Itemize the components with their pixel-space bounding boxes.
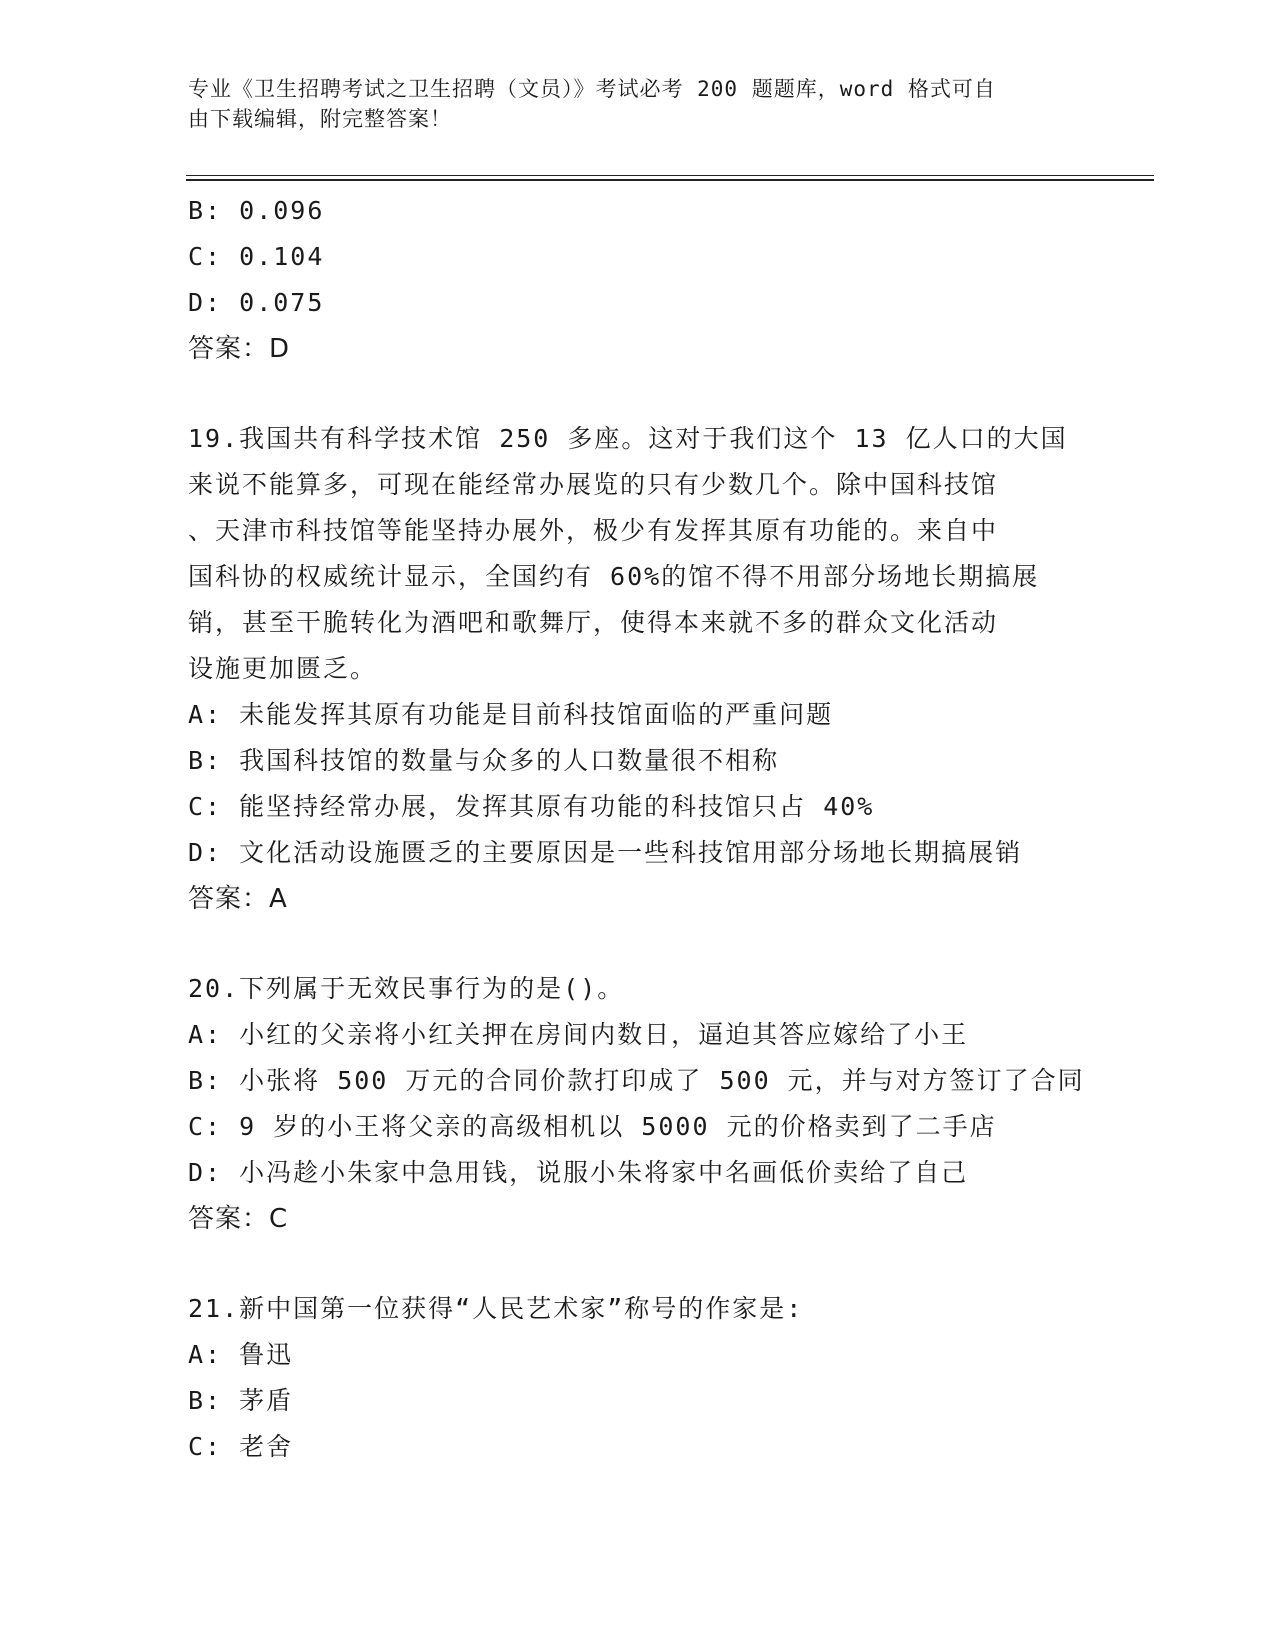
option-b: B: 小张将 500 万元的合同价款打印成了 500 元，并与对方签订了合同 [188, 1066, 1085, 1095]
option-d: D: 0.075 [188, 288, 325, 317]
header-line-2: 由下载编辑，附完整答案！ [188, 107, 452, 131]
spacer [188, 1242, 1088, 1286]
question-text-line: 、天津市科技馆等能坚持办展外，极少有发挥其原有功能的。来自中 [188, 516, 999, 545]
option-d: D: 小冯趁小朱家中急用钱，说服小朱将家中名画低价卖给了自己 [188, 1158, 969, 1187]
header-divider-thick [186, 179, 1154, 181]
option-b: B: 我国科技馆的数量与众多的人口数量很不相称 [188, 746, 780, 775]
header-line-1: 专业《卫生招聘考试之卫生招聘（文员）》考试必考 200 题题库，word 格式可自 [188, 77, 996, 101]
question-text-line: 销，甚至干脆转化为酒吧和歌舞厅，使得本来就不多的群众文化活动 [188, 608, 999, 637]
document-header [188, 74, 1068, 134]
question-text: 20.下列属于无效民事行为的是()。 [188, 974, 625, 1003]
question-text-line: 来说不能算多，可现在能经常办展览的只有少数几个。除中国科技馆 [188, 470, 999, 499]
question-19 [188, 416, 1088, 922]
answer: 答案：C [188, 1204, 289, 1234]
question-text-line: 设施更加匮乏。 [188, 654, 378, 683]
option-c: C: 老舍 [188, 1432, 294, 1461]
answer: 答案：A [188, 884, 288, 914]
question-text-line: 国科协的权威统计显示，全国约有 60%的馆不得不用部分场地长期搞展 [188, 562, 1040, 591]
header-divider-thin [186, 175, 1154, 176]
answer: 答案：D [188, 334, 291, 364]
spacer [188, 922, 1088, 966]
document-body [188, 188, 1088, 1470]
question-text-line: 19.我国共有科学技术馆 250 多座。这对于我们这个 13 亿人口的大国 [188, 424, 1068, 453]
spacer [188, 372, 1088, 416]
option-d: D: 文化活动设施匮乏的主要原因是一些科技馆用部分场地长期搞展销 [188, 838, 1023, 867]
option-b: B: 0.096 [188, 196, 325, 225]
question-21 [188, 1286, 1088, 1470]
option-a: A: 未能发挥其原有功能是目前科技馆面临的严重问题 [188, 700, 834, 729]
option-a: A: 小红的父亲将小红关押在房间内数日，逼迫其答应嫁给了小王 [188, 1020, 969, 1049]
option-b: B: 茅盾 [188, 1386, 294, 1415]
option-a: A: 鲁迅 [188, 1340, 294, 1369]
question-20 [188, 966, 1088, 1242]
option-c: C: 0.104 [188, 242, 325, 271]
option-c: C: 9 岁的小王将父亲的高级相机以 5000 元的价格卖到了二手店 [188, 1112, 997, 1141]
question-text: 21.新中国第一位获得“人民艺术家”称号的作家是: [188, 1294, 804, 1323]
option-c: C: 能坚持经常办展，发挥其原有功能的科技馆只占 40% [188, 792, 875, 821]
question-18-tail [188, 188, 1088, 372]
